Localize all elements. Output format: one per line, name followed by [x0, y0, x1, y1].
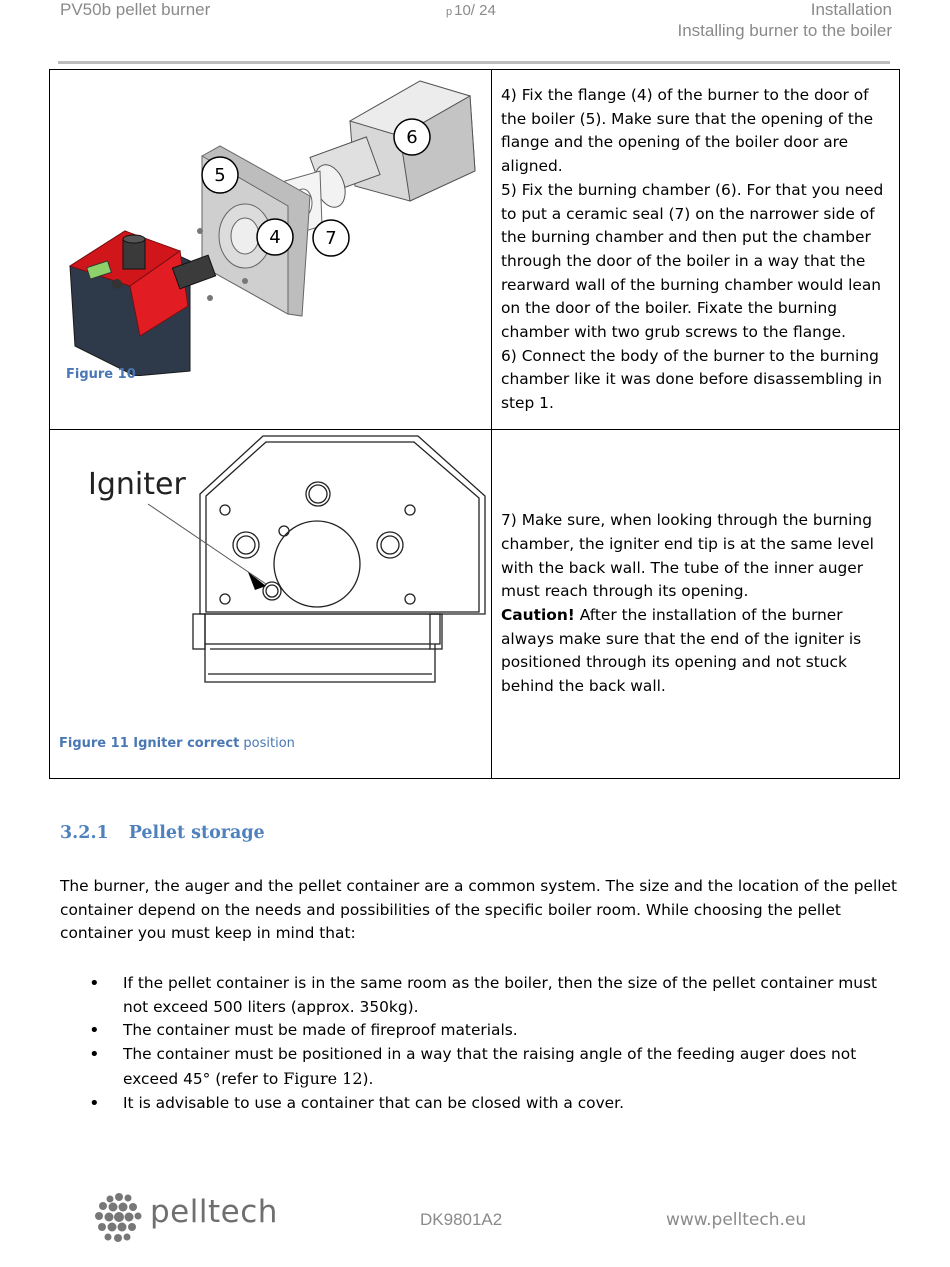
figure-11-caption: Figure 11 Igniter correct position — [59, 736, 295, 751]
figure-11-cell — [50, 430, 492, 779]
list-item: • It is advisable to use a container that can be closed with a cover. — [60, 1092, 900, 1116]
igniter-position-figure — [80, 434, 490, 704]
steps-4-6-text — [492, 70, 900, 430]
igniter-pointer-line — [148, 504, 266, 584]
list-item: • The container must be positioned in a way that the raising angle of the feeding auger does not exceed 45° (refer to Figure 12). — [60, 1043, 900, 1091]
callout-7: 7 — [325, 228, 337, 249]
callout-5: 5 — [214, 165, 226, 186]
header-divider — [58, 61, 890, 64]
list-item: • The container must be made of fireproof materials. — [60, 1019, 900, 1043]
pelltech-logo-icon — [94, 1192, 152, 1246]
table-row — [50, 430, 900, 779]
step-4-paragraph: 4) Fix the flange (4) of the burner to the door of the boiler (5). Make sure that the opening of the flange and the opening of the boiler door are aligned. — [501, 86, 874, 176]
header-section: Installation — [810, 0, 892, 19]
page-number — [446, 2, 496, 19]
caution-label: Caution! — [501, 606, 575, 624]
installation-steps-table — [49, 69, 900, 779]
section-title: Pellet storage — [128, 823, 265, 843]
figure-10-callouts — [200, 115, 500, 315]
figure-10-caption: Figure 10 — [66, 367, 136, 382]
caution-text: After the installation of the burner always make sure that the end of the igniter is positioned through its opening and not stuck behind the back wall. — [501, 606, 862, 696]
document-title: PV50b pellet burner — [60, 0, 211, 19]
table-row — [50, 70, 900, 430]
section-number: 3.2.1 — [60, 823, 109, 843]
intro-paragraph: The burner, the auger and the pellet container are a common system. The size and the location of the pellet container depend on the needs and possibilities of the specific boiler room. While choosing the pellet container you must keep in mind that: — [60, 877, 898, 943]
page-number-value: 10/ 24 — [454, 2, 496, 19]
figure-10-cell — [50, 70, 492, 430]
list-item: • If the pellet container is in the same room as the boiler, then the size of the pellet container must not exceed 500 liters (approx. 350kg). — [60, 972, 900, 1019]
section-heading — [60, 823, 265, 843]
website-link[interactable]: www.pelltech.eu — [666, 1210, 807, 1230]
step-7-text — [492, 430, 900, 779]
caution-paragraph — [501, 604, 891, 699]
figure-12-reference[interactable]: Figure 12 — [283, 1068, 363, 1088]
boiler-door-front-drawing — [193, 436, 485, 682]
step-6-paragraph: 6) Connect the body of the burner to the burning chamber like it was done before disassembling in step 1. — [501, 346, 882, 413]
page-prefix: p — [446, 6, 453, 18]
header-subsection: Installing burner to the boiler — [677, 21, 892, 40]
burner-body-drawing — [70, 231, 216, 376]
requirements-list — [60, 972, 900, 1115]
callout-4: 4 — [269, 227, 281, 248]
callout-6: 6 — [406, 127, 418, 148]
step-7-paragraph: 7) Make sure, when looking through the burning chamber, the igniter end tip is at the same level with the back wall. The tube of the inner auger must reach through its opening. — [501, 511, 874, 601]
step-5-paragraph: 5) Fix the burning chamber (6). For that you need to put a ceramic seal (7) on the narrower side of the burning chamber and then put the chamber through the door of the boiler in a way that the rearward wall of the burning chamber would lean on the door of the boiler. Fixate the burning chamber with two grub screws to the flange. — [501, 180, 884, 342]
brand-name: pelltech — [150, 1194, 278, 1230]
document-id: DK9801A2 — [420, 1210, 503, 1229]
igniter-label: Igniter — [88, 467, 186, 502]
